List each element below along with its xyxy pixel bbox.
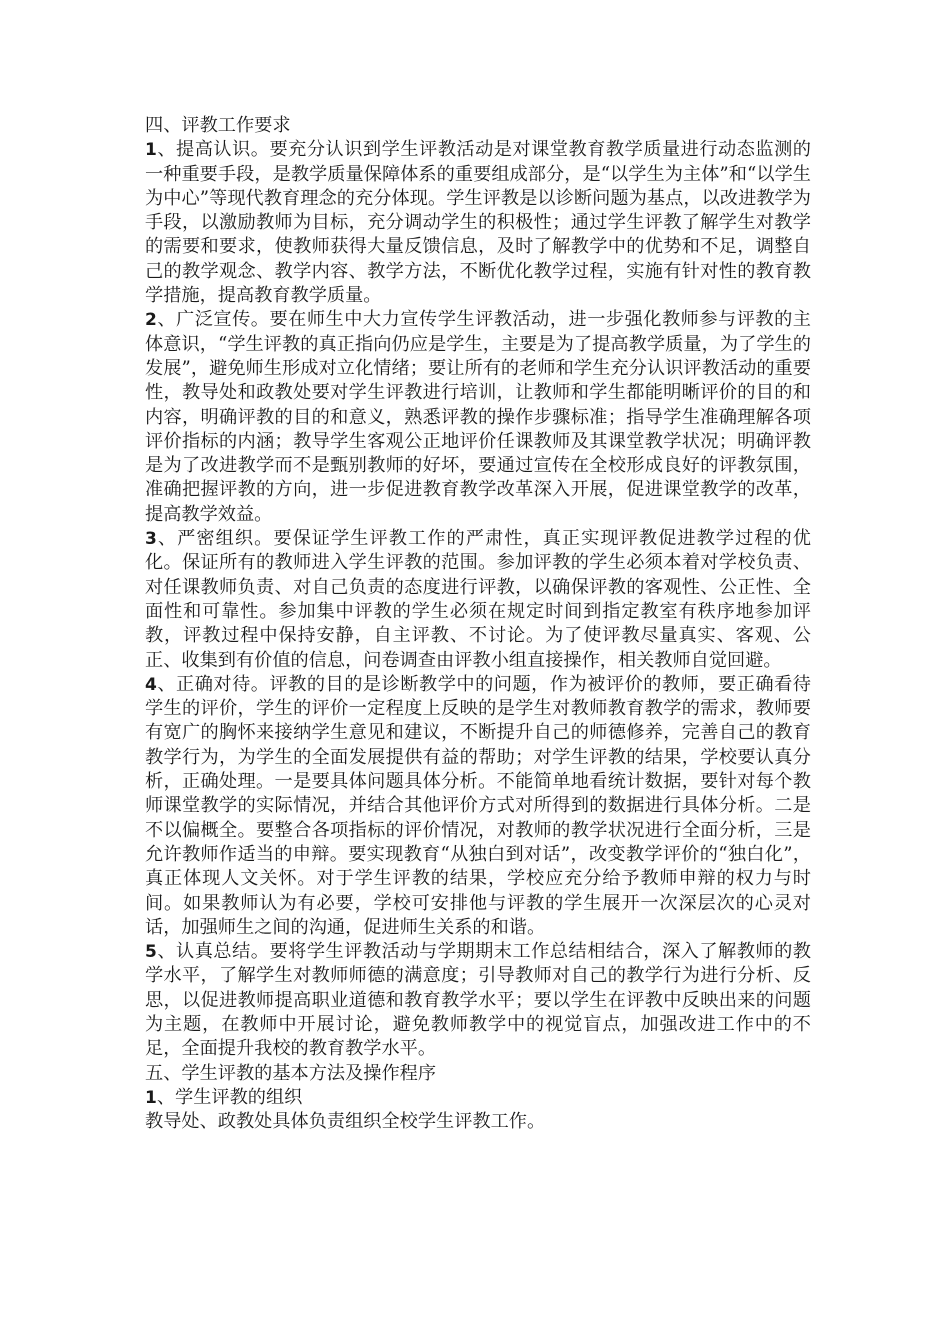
subsection-1-number: 1 — [145, 1087, 157, 1108]
subsection-1-body: 教导处、政教处具体负责组织全校学生评教工作。 — [145, 1111, 546, 1133]
paragraph-1-text: 、提高认识。要充分认识到学生评教活动是对课堂教育教学质量进行动态监测的一种重要手段，是教学质量保障体系的重要组成部分，是“以学生为主体”和“以学生为中心”等现代教育理念的充分体现。学生评教是以诊断问题为基点，以改进教学为手段，以激励教师为目标，充分调动学生的积极性；通过学生评教了解学生对教学的需要和要求，使教师获得大量反馈信息，及时了解教学中的优势和不足，调整自己的教学观念、教学内容、教学方法，不断优化教学过程，实施有针对性的教育教学措施，提高教育教学质量。 — [145, 139, 811, 307]
paragraph-5-text: 、认真总结。要将学生评教活动与学期期末工作总结相结合，深入了解教师的教学水平，了解学生对教师师德的满意度；引导教师对自己的教学行为进行分析、反思，以促进教师提高职业道德和教育教学水平；要以学生在评教中反映出来的问题为主题，在教师中开展讨论，避免教师教学中的视觉盲点，加强改进工作中的不足，全面提升我校的教育教学水平。 — [145, 941, 811, 1060]
paragraph-3-text: 、严密组织。要保证学生评教工作的严肃性，真正实现评教促进教学过程的优化。保证所有的教师进入学生评教的范围。参加评教的学生必须本着对学校负责、对任课教师负责、对自己负责的态度进行评教，以确保评教的客观性、公正性、全面性和可靠性。参加集中评教的学生必须在规定时间到指定教室有秩序地参加评教，评教过程中保持安静，自主评教、不讨论。为了使评教尽量真实、客观、公正、收集到有价值的信息，问卷调查由评教小组直接操作，相关教师自觉回避。 — [145, 528, 811, 671]
document-page — [145, 114, 811, 1134]
paragraph-5 — [145, 940, 811, 1061]
paragraph-2-number: 2 — [145, 310, 157, 331]
paragraph-3 — [145, 527, 811, 673]
paragraph-3-number: 3 — [145, 529, 157, 550]
section-heading-4: 四、评教工作要求 — [145, 115, 291, 136]
paragraph-2-text: 、广泛宣传。要在师生中大力宣传学生评教活动，进一步强化教师参与评教的主体意识，“学生评教的真正指向仍应是学生，主要是为了提高教学质量，为了学生的发展”，避免师生形成对立化情绪；要让所有的老师和学生充分认识评教活动的重要性，教导处和政教处要对学生评教进行培训，让教师和学生都能明晰评价的目的和内容，明确评教的目的和意义，熟悉评教的操作步骤标准；指导学生准确理解各项评价指标的内涵；教导学生客观公正地评价任课教师及其课堂教学状况；明确评教是为了改进教学而不是甄别教师的好坏，要通过宣传在全校形成良好的评教氛围，准确把握评教的方向，进一步促进教育教学改革深入开展，促进课堂教学的改革，提高教学效益。 — [145, 309, 811, 525]
subsection-1-text: 、学生评教的组织 — [156, 1086, 303, 1108]
paragraph-4-text: 、正确对待。评教的目的是诊断教学中的问题，作为被评价的教师，要正确看待学生的评价，学生的评价一定程度上反映的是学生对教师教育教学的需求，教师要有宽广的胸怀来接纳学生意见和建议，不断提升自己的师德修养，完善自己的教育教学行为，为学生的全面发展提供有益的帮助；对学生评教的结果，学校要认真分析，正确处理。一是要具体问题具体分析。不能简单地看统计数据，要针对每个教师课堂教学的实际情况，并结合其他评价方式对所得到的数据进行具体分析。二是不以偏概全。要整合各项指标的评价情况，对教师的教学状况进行全面分析，三是允许教师作适当的申辩。要实现教育“从独白到对话”，改变教学评价的“独白化”，真正体现人文关怀。对于学生评教的结果，学校应充分给予教师申辩的权力与时间。如果教师认为有必要，学校可安排他与评教的学生展开一次深层次的心灵对话，加强师生之间的沟通，促进师生关系的和谐。 — [145, 673, 811, 938]
paragraph-2 — [145, 308, 811, 527]
paragraph-5-number: 5 — [145, 942, 157, 963]
subsection-heading-1 — [145, 1086, 811, 1110]
section-heading-5: 五、学生评教的基本方法及操作程序 — [145, 1062, 437, 1084]
paragraph-4 — [145, 673, 811, 940]
paragraph-1 — [145, 138, 811, 308]
paragraph-4-number: 4 — [145, 674, 157, 695]
paragraph-1-number: 1 — [145, 140, 157, 161]
